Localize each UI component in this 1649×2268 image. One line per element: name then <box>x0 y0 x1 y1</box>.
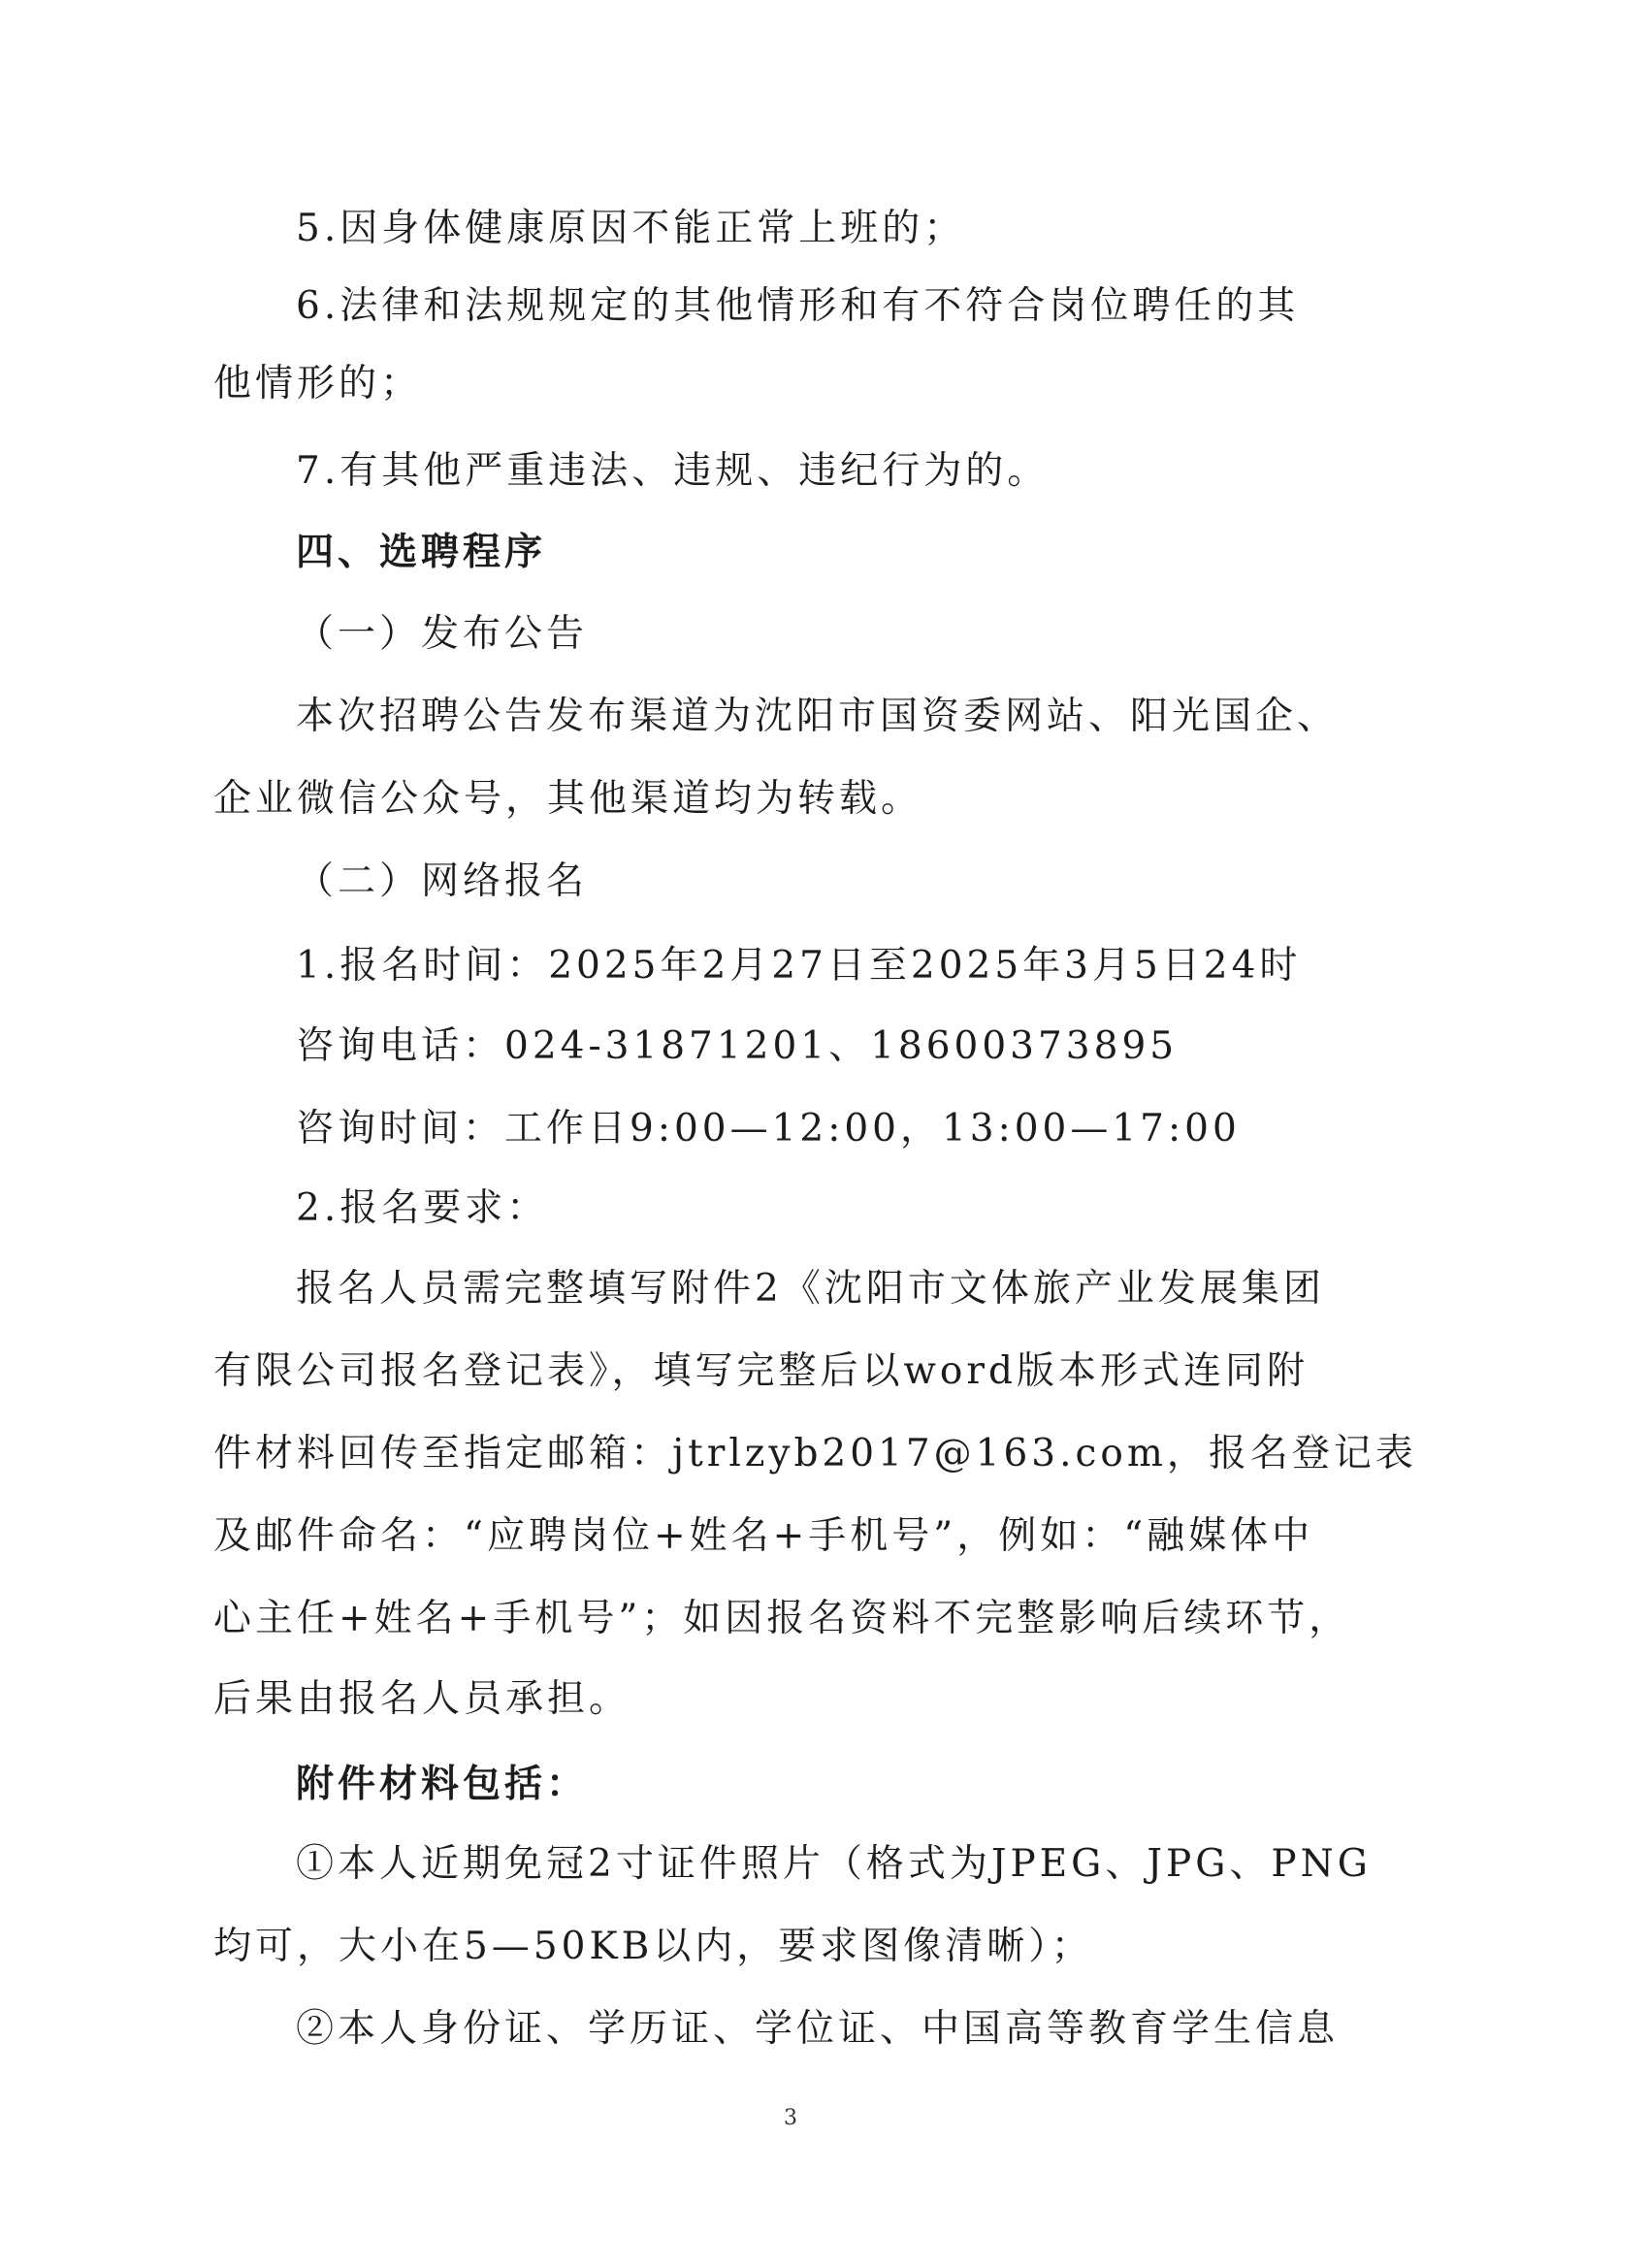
section-heading: 四、选聘程序 <box>296 530 547 574</box>
item-6-continuation: 他情形的； <box>213 362 423 405</box>
subsection-heading-2: （二）网络报名 <box>296 859 589 903</box>
page-number: 3 <box>784 2106 797 2130</box>
paragraph-line: 本次招聘公告发布渠道为沈阳市国资委网站、阳光国企、 <box>296 695 1340 738</box>
paragraph-line: 企业微信公众号，其他渠道均为转载。 <box>213 777 923 821</box>
paragraph-line: 报名人员需完整填写附件2《沈阳市文体旅产业发展集团 <box>296 1267 1325 1311</box>
requirements-heading: 2.报名要求： <box>296 1186 549 1230</box>
registration-time: 1.报名时间：2025年2月27日至2025年3月5日24时 <box>296 944 1302 988</box>
consult-phone: 咨询电话：024-31871201、18600373895 <box>296 1024 1179 1068</box>
item-6-text: 6.法律和法规规定的其他情形和有不符合岗位聘任的其 <box>296 284 1300 328</box>
paragraph-line: 心主任+姓名+手机号”；如因报名资料不完整影响后续环节， <box>213 1597 1351 1640</box>
attachments-heading: 附件材料包括： <box>296 1762 589 1806</box>
paragraph-line: 有限公司报名登记表》，填写完整后以word版本形式连同附 <box>213 1349 1309 1393</box>
paragraph-line: 后果由报名人员承担。 <box>213 1677 631 1721</box>
paragraph-line: 及邮件命名：“应聘岗位+姓名+手机号”，例如：“融媒体中 <box>213 1514 1314 1558</box>
attachment-item-1: ①本人近期免冠2寸证件照片（格式为JPEG、JPG、PNG <box>296 1842 1372 1886</box>
subsection-heading-1: （一）发布公告 <box>296 612 589 656</box>
item-5-text: 5.因身体健康原因不能正常上班的； <box>296 207 966 250</box>
attachment-item-1-continuation: 均可，大小在5—50KB以内，要求图像清晰）； <box>213 1925 1093 1968</box>
item-7-text: 7.有其他严重违法、违规、违纪行为的。 <box>296 449 1050 493</box>
attachment-item-2: ②本人身份证、学历证、学位证、中国高等教育学生信息 <box>296 2007 1340 2051</box>
email-line: 件材料回传至指定邮箱：jtrlzyb2017@163.com，报名登记表 <box>213 1432 1417 1475</box>
consult-hours: 咨询时间：工作日9:00—12:00，13:00—17:00 <box>296 1107 1241 1150</box>
